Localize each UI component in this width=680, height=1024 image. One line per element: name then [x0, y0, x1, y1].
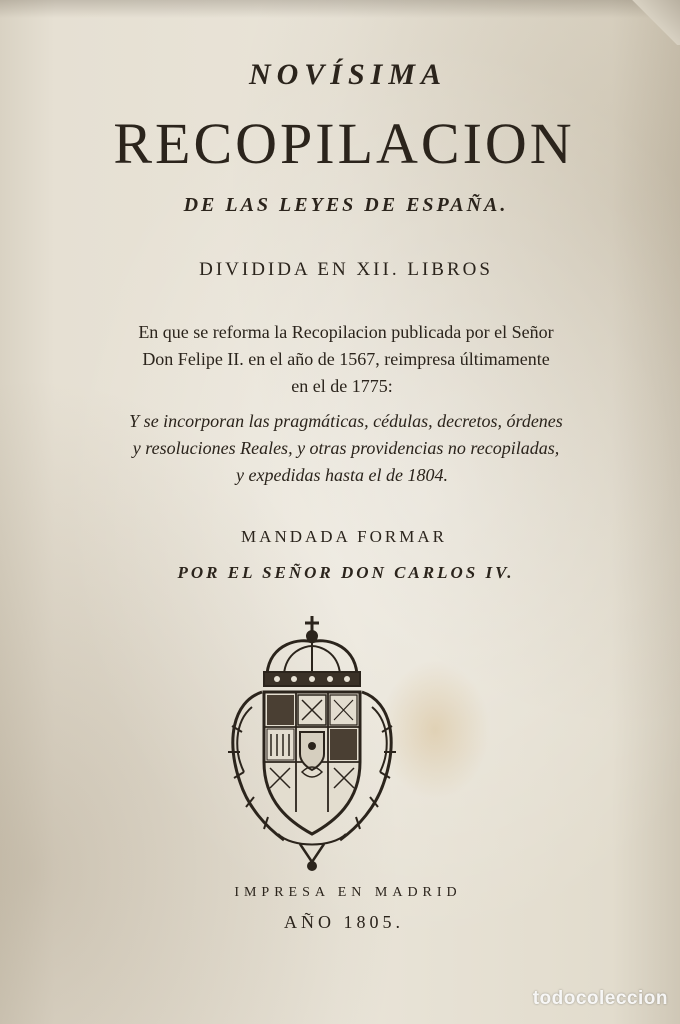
subtitle-leyes: DE LAS LEYES DE ESPAÑA.	[183, 194, 509, 216]
description-line-1: En que se reforma la Recopilacion publicada por el Señor	[138, 322, 554, 342]
por-el-senor: POR EL SEÑOR DON CARLOS IV.	[177, 563, 515, 582]
watermark-logo: todocoleccion	[532, 988, 668, 1009]
description-line-2: Don Felipe II. en el año de 1567, reimpresa últimamente	[142, 349, 550, 369]
title-novisima: NOVÍSIMA	[248, 58, 448, 91]
italic-line-1: Y se incorporan las pragmáticas, cédulas, decretos, órdenes	[129, 411, 563, 431]
page-corner-fold	[620, 0, 680, 45]
description-line-3: en el de 1775:	[291, 376, 393, 396]
imprint-place: IMPRESA EN MADRID	[234, 885, 462, 900]
royal-coat-of-arms-icon	[222, 612, 402, 874]
page-top-shadow	[0, 0, 680, 18]
mandada-formar: MANDADA FORMAR	[241, 527, 447, 546]
subtitle-dividida: DIVIDIDA EN XII. LIBROS	[199, 259, 493, 280]
italic-line-3: y expedidas hasta el de 1804.	[236, 465, 448, 485]
title-recopilacion: RECOPILACION	[113, 111, 575, 176]
italic-line-2: y resoluciones Reales, y otras providencias no recopiladas,	[132, 438, 560, 458]
imprint-year: AÑO 1805.	[284, 912, 404, 932]
